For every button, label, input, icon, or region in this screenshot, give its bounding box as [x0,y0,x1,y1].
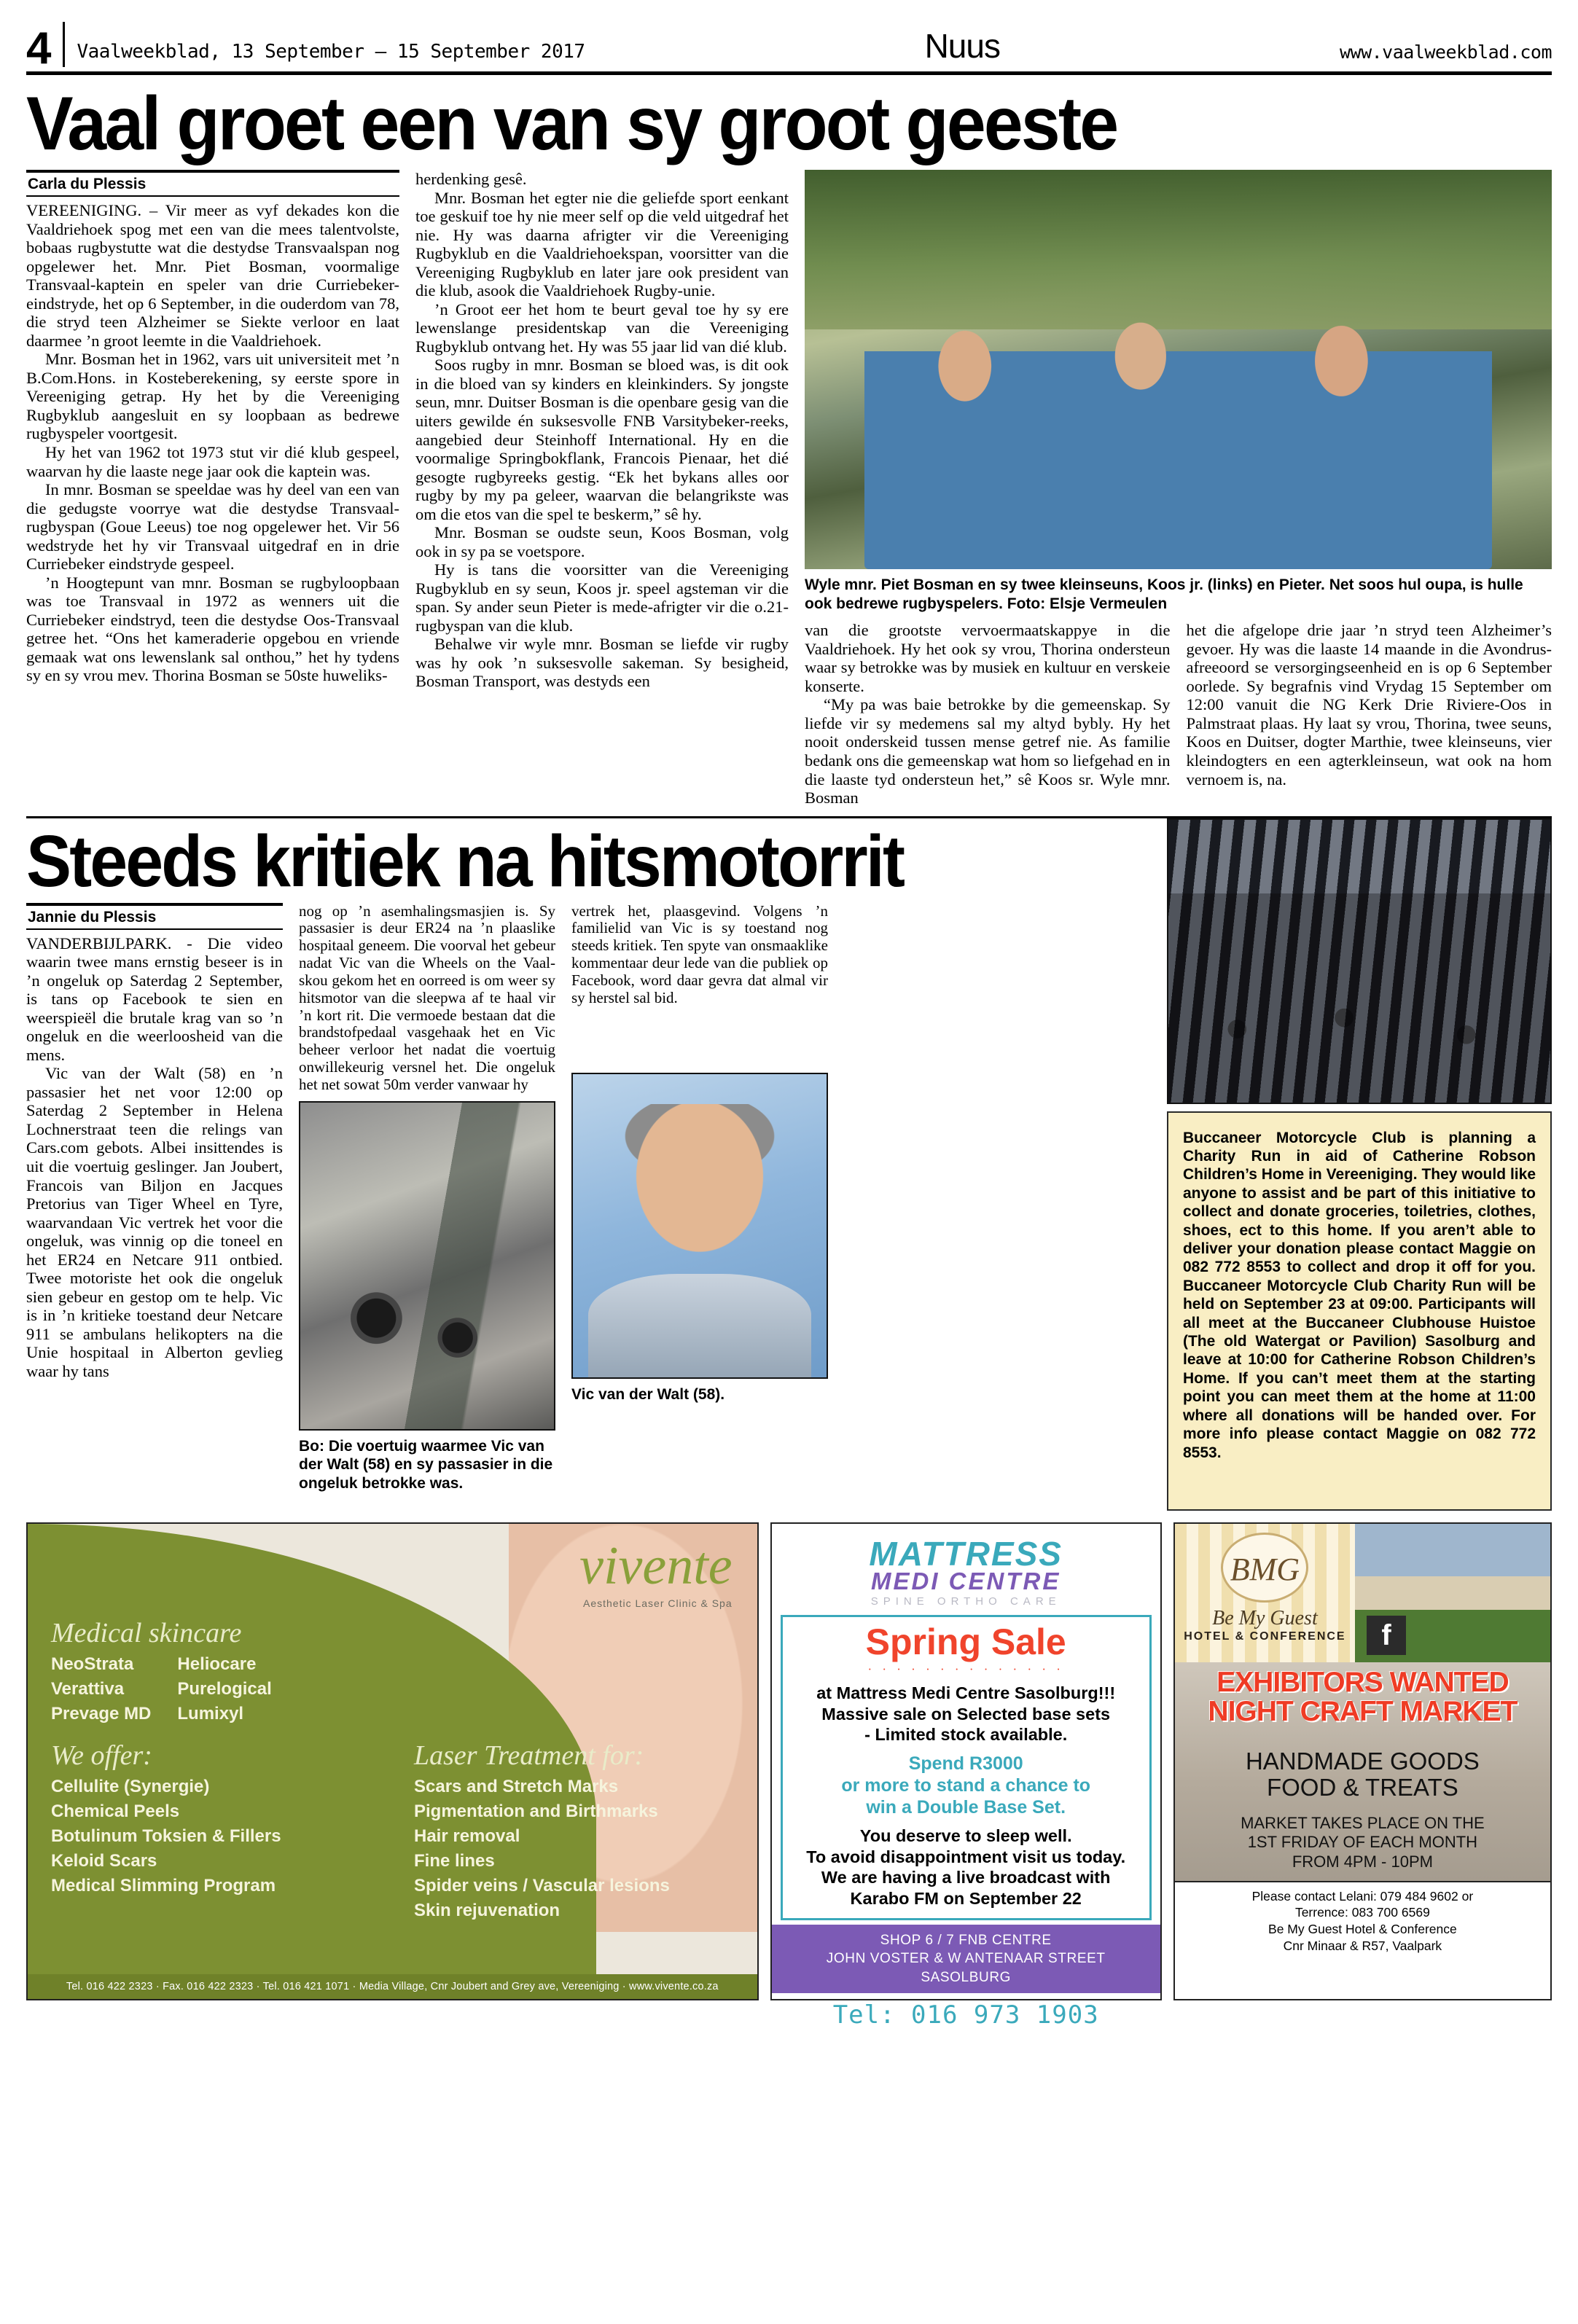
vivente-logo [579,1535,733,1609]
list-item: NeoStrata [51,1654,134,1674]
bmg-contact3: Be My Guest Hotel & Conference [1268,1922,1457,1937]
advertisement-row [26,1522,1552,2030]
article2-main [26,818,1151,1511]
bmg-brand-sub: HOTEL & CONFERENCE [1184,1629,1346,1643]
vivente-brand: vivente [579,1535,733,1596]
mattress-logo-line2: MEDI CENTRE [871,1567,1061,1595]
website-url[interactable]: www.vaalweekblad.com [1339,42,1552,63]
mattress-telephone[interactable]: Tel: 016 973 1903 [832,2000,1099,2030]
article1-column-1 [26,170,399,807]
mattress-address [772,1925,1160,1993]
paragraph: Soos rugby in mnr. Bosman se bloed was, is dit ook in die bloed van sy kinders en kleinkinders. Sy jongste seun, mnr. Duitser Bosman is die openbare gesig van die uiters gewilde én suksesvolle FNB Varsitybeker-reeks, aangebied deur Steinhoff International. Hy en die voormalige Springbokflank, Francois Pienaar, het dié gesogte rugbyreeks gestig. “Ek het bykans alles oor rugby by my pa geleer, waarvan die belangrikste was om die etos van die spel te beskerm,” sê hy. [415,356,789,523]
list-item: Medical Slimming Program [51,1876,276,1896]
list-item: Botulinum Toksien & Fillers [51,1826,281,1846]
bmg-sub2: FOOD & TREATS [1266,1773,1458,1801]
article2 [26,818,1552,1511]
article2-column-1 [26,903,283,1493]
article1-byline [26,170,399,197]
paragraph: Behalwe vir wyle mnr. Bosman se liefde vir rugby was hy ook ’n suksesvolle sakeman. Sy besigheid, Bosman Transport, was destyds een [415,635,789,691]
vivente-brand-sub: Aesthetic Laser Clinic & Spa [582,1597,733,1609]
article1-column-2 [415,170,789,807]
bmg-branding [1175,1524,1355,1662]
bmg-detail1: MARKET TAKES PLACE ON THE [1241,1813,1485,1832]
vivente-offer-list [51,1775,394,1898]
ad-mattress-medi-centre[interactable] [770,1522,1162,2030]
mattress-sale-panel [781,1615,1152,1920]
facebook-icon[interactable]: f [1367,1616,1406,1655]
list-item: Purelogical [177,1678,272,1699]
bmg-contact1: Please contact Lelani: 079 484 9602 or [1251,1888,1474,1904]
ad-vivente[interactable] [26,1522,759,2000]
mattress-dot-divider: · · · · · · · · · · · · · · [867,1662,1064,1677]
bmg-headline2: NIGHT CRAFT MARKET [1208,1696,1518,1728]
vivente-laser-heading: Laser Treatment for: [414,1740,644,1771]
article2-crash-photo [299,1101,555,1431]
bmg-contact2: Terrence: 083 700 6569 [1294,1905,1430,1920]
ad-be-my-guest[interactable] [1173,1522,1552,2000]
list-item: Prevage MD [51,1703,152,1724]
paragraph: het die afgelope drie jaar ’n stryd teen Alzheimer’s gevoer. Hy was die laaste 14 maande in die Avondrus-afreeoord se versorgingseenheid en is op 6 September oorlede. Sy begrafnis vind Vrydag 15 September om 12:00 vanuit die NG Kerk Drie Riviere-Oos in Palmstraat plaas. Hy laat sy vrou, Thorina, twee seuns, Koos en Duitser, dogter Marthie, twee kleinseuns, vier kleindogters en een agterkleinseun, wat ook na hom vernoem is, na. [1186,621,1552,789]
paragraph: Mnr. Bosman het egter nie die geliefde sport eenkant toe geskuif toe hy nie meer self op die veld uitgedraf het nie. Hy was daarna afrigter vir die Vereeniging Rugbyklub en die Vaaldriehoekspan, voorsitter van die Vereeniging Rugbyklub en later jare ook president van die klub, asook die Vaaldriehoek Rugby-unie. [415,188,789,300]
mattress-teal3: win a Double Base Set. [866,1797,1066,1818]
article1-byline-name: Carla du Plessis [26,172,399,197]
list-item: Chemical Peels [51,1801,180,1821]
article1-photo-caption: Wyle mnr. Piet Bosman en sy twee kleinseuns, Koos jr. (links) en Pieter. Net soos hul oupa, is hulle ook bedrewe rugbyspelers. Foto: Elsje Vermeulen [805,576,1523,612]
article2-column-3 [571,903,828,1493]
article1-col1-text [26,201,399,685]
mattress-address1: SHOP 6 / 7 FNB CENTRE [880,1932,1052,1948]
mattress-logo-line3: SPINE ORTHO CARE [870,1595,1061,1608]
notice-text: Buccaneer Motorcycle Club is planning a Charity Run in aid of Catherine Robson Children’s Home in Vereeniging. They would like anyone to assist and be part of this initiative to collect and donate groceries, toiletries, clothes, shoes, ect to this home. If you aren’t able to deliver your donation please contact Maggie on 082 772 8553 to collect and drop it off for you. Buccaneer Motorcycle Club Charity Run will be held on September 23 at 09:00. Participants will all meet at the Buccaneer Clubhouse Huistoe (The old Watergat or Pavilion) Sasolburg and leave at 10:00 for Catherine Robson Children’s Home. If you can’t meet them at the starting point you can meet them at the home at 11:00 where all donations will be handed over. For more info please contact Maggie on 082 772 8553. [1182,1129,1536,1461]
article2-col1-text [26,934,283,1381]
mattress-line3: - Limited stock available. [864,1725,1068,1745]
article2-headline: Steeds kritiek na hitsmotorrit [26,820,904,902]
bmg-headline1: EXHIBITORS WANTED [1216,1666,1509,1698]
paragraph: ’n Groot eer het hom te beurt geval toe hy sy ere lewenslange presidentskap van die Vereeniging Rugbyklub ontvang het. Hy was 55 jaar lid van dié klub. [415,300,789,356]
article1-col4-text [1187,621,1552,807]
bmg-contact[interactable] [1175,1881,1550,1960]
bmg-detail3: FROM 4PM - 10PM [1292,1852,1433,1871]
list-item: Keloid Scars [51,1851,157,1871]
bmg-contact4: Cnr Minaar & R57, Vaalpark [1283,1938,1442,1953]
paragraph: Mnr. Bosman se oudste seun, Koos Bosman, volg ook in sy pa se voetspore. [415,523,789,560]
article2-byline-name: Jannie du Plessis [26,905,283,930]
mattress-line7: Karabo FM on September 22 [850,1889,1082,1909]
paragraph: “My pa was baie betrokke by die gemeenskap. Sy liefde vir sy medemens sal my altyd bybly. Hy het nooit onderskeid tussen mense getref nie. As familie bedank ons die gemeenskap wat hom so liefgehad en in die laaste tyd ondersteun het,” sê Koos sr. Wyle mnr. Bosman [805,695,1171,807]
bmg-monogram: BMG [1221,1533,1308,1603]
bmg-header [1175,1524,1550,1662]
article1-photo [805,170,1552,569]
mattress-logo-line1: MATTRESS [869,1534,1063,1573]
bmg-market-panel [1175,1662,1550,1881]
list-item: Fine lines [414,1851,495,1871]
list-item: Pigmentation and Birthmarks [414,1801,658,1821]
mattress-line5: To avoid disappointment visit us today. [806,1847,1126,1866]
list-item: Heliocare [177,1654,257,1674]
article2-columns [26,903,1151,1493]
bmg-sub1: HANDMADE GOODS [1245,1747,1480,1775]
paragraph: VANDERBIJLPARK. - Die video waarin twee mans ernstig beseer is in ’n ongeluk op Saterdag 2 September, is tans op Facebook te sien en weerspieël die brutale krag van so ’n ongeluk en die weerloosheid van die mens. [26,934,283,1064]
bmg-subheading [1175,1748,1550,1801]
bmg-brand-name: Be My Guest [1212,1606,1318,1629]
bmg-headline [1175,1668,1550,1727]
masthead-rule [26,71,1552,75]
mattress-line4: You deserve to sleep well. [859,1826,1072,1846]
list-item: Spider veins / Vascular lesions [414,1876,670,1896]
list-item: Lumixyl [177,1703,244,1724]
vivente-contact-footer[interactable]: Tel. 016 422 2323 · Fax. 016 422 2323 · Tel. 016 421 1071 · Media Village, Cnr Joubert and Grey ave, Vereeniging · www.vivente.co.za [28,1974,757,1999]
publication-line: Vaalweekblad, 13 September – 15 September 2017 [77,41,585,63]
mattress-line1: at Mattress Medi Centre Sasolburg!!! [816,1683,1116,1703]
motorcycle-club-photo [1167,818,1552,1104]
paragraph: VEREENIGING. – Vir meer as vyf dekades kon die Vaaldriehoek spog met een van die mees talentvolste, bobaas rugbystutte wat die destydse Transvaalspan nog opgelewer het. Mnr. Piet Bosman, voormalige Transvaal-kaptein en speler van drie Curriebeker-eindstryde, het op 6 September, in die ouderdom van 78, die stryd teen Alzheimer se Siekte verloor en laat daarmee ’n groot leemte in die Vaaldriehoek. [26,201,399,350]
mattress-teal1: Spend R3000 [908,1753,1023,1775]
mattress-address2: JOHN VOSTER & W ANTENAAR STREET [826,1951,1106,1967]
vivente-skincare-heading: Medical skincare [51,1617,242,1648]
paragraph: van die grootste vervoermaatskappye in die Vaaldriehoek. Hy het ook sy vrou, Thorina ondersteun waar sy betrokke was by musiek en kultuur en verskeie konserte. [805,621,1171,695]
paragraph: Mnr. Bosman het in 1962, vars uit universiteit met ’n B.Com.Hons. in Kosteberekening, sy eerste spore in Vereeniging getrap. Hy het by die Vereeniging Rugbyklub aangesluit en sy loopbaan as bedrewe rugbyspeler voortgesit. [26,350,399,443]
vivente-skincare-col1 [51,1652,151,1726]
article1-top [26,170,1552,807]
mattress-line6: We are having a live broadcast with [821,1868,1111,1887]
bmg-details [1175,1814,1550,1872]
list-item: Scars and Stretch Marks [414,1776,619,1796]
list-item: Hair removal [414,1826,520,1846]
article2-column-2 [299,903,555,1493]
mattress-teal-block [790,1753,1142,1818]
paragraph: nog op ’n asemhalingsmasjien is. Sy passasier is deur ER24 na ’n plaaslike hospitaal geneem. Die voorval het gebeur nadat Vic van die Wheels on the Vaal-skou gekom het en oorreed is om weer sy hitsmotor van die sleepwa af te haal vir ’n kort rit. Die vermoede bestaan dat die brandstofpedaal vasgehaak het en Vic beheer verloor het nadat die voertuig onwillekeurig versnel het. Die ongeluk het net sowat 50m verder vanwaar hy [299,901,555,1093]
list-item: Cellulite (Synergie) [51,1776,210,1796]
mattress-logo [772,1524,1160,1611]
list-item: Verattiva [51,1678,125,1699]
article1-col3-text [805,621,1171,807]
bmg-detail2: 1ST FRIDAY OF EACH MONTH [1247,1833,1478,1852]
article1-headline: Vaal groet een van sy groot geeste [26,82,1117,166]
paragraph: herdenking gesê. [415,170,527,189]
article1-photo-area [805,170,1552,807]
vivente-offer-heading: We offer: [51,1740,152,1771]
article2-side-column [1167,818,1552,1511]
paragraph: ’n Hoogtepunt van mnr. Bosman se rugbyloopbaan was toe Transvaal in 1972 as wenners uit die Curriebeker eindstryd, teen die destydse Oos-Transvaal getree het. “Ons het kameraderie opgebou en vriende gemaak wat ons lewenslank sal onthou,” het hy tydens sy en sy vrou mev. Thorina Bosman se 50ste huweliks- [26,573,399,685]
mattress-address3: SASOLBURG [921,1969,1012,1985]
page-number: 4 [26,23,52,74]
article2-caption-left: Bo: Die voertuig waarmee Vic van der Walt (58) en sy passasier in die ongeluk betrokke was. [299,1437,553,1492]
paragraph: vertrek het, plaasgevind. Volgens ’n familielid van Vic is sy toestand nog steeds kritiek. Ten spyte van onsmaaklike kommentaar deur lede van die publiek op Facebook, word daar gevra dat almal vir sy herstel sal bid. [571,901,828,1006]
paragraph: Hy het van 1962 tot 1973 stut vir dié klub gespeel, waarvan hy die laaste nege jaar ook die kaptein was. [26,442,399,480]
bmg-hotel-photo [1355,1524,1550,1662]
list-item: Skin rejuvenation [414,1901,560,1921]
mattress-teal2: or more to stand a chance to [841,1775,1091,1796]
vivente-skincare-col2 [177,1652,271,1726]
vivente-laser-list [414,1775,727,1923]
paragraph: In mnr. Bosman se speeldae was hy deel van een van die gedugste voorrye wat die destydse Transvaal-rugbyspan (Goue Leeus) toe nog opgelewer het. Vir 56 wedstryde het hy vir Transvaal uitgedraf en in drie Curriebeker eindstryde gespeel. [26,480,399,574]
section-title: Nuus [924,27,1000,65]
article2-portrait-photo [571,1073,828,1379]
masthead [26,0,1552,74]
article2-col3-text [571,903,828,1007]
article2-col2-text [299,903,555,1094]
article2-caption-right: Vic van der Walt (58). [571,1385,725,1403]
mattress-line2: Massive sale on Selected base sets [821,1704,1111,1724]
paragraph: Hy is tans die voorsitter van die Vereeniging Rugbyklub en sy seun, Koos jr. speel agsteman vir die span. Sy ander seun Pieter is mede-afrigter vir die o.21-rugbyspan van die klub. [415,560,789,635]
mattress-sale-title: Spring Sale [865,1621,1066,1662]
buccaneer-notice-box [1167,1111,1552,1511]
article1-lower-columns [805,621,1552,807]
paragraph: Vic van der Walt (58) en ’n passasier het net voor 12:00 op Saterdag 2 September in Helena Lochnerstraat teen die relings van Cars.com gebots. Albei insittendes is uit die voertuig geslinger. Jan Joubert, Francois van Biljon en Jacques Pretorius van Tiger Wheel en Tyre, waarvandaan Vic vertrek het voor die ongeluk, was vinnig op die toneel en het ER24 en Netcare 911 ontbied. Twee motoriste het ook die ongeluk sien gebeur en gestop om te help. Vic is in ’n kritieke toestand deur Netcare 911 se ambulans helikopters na die Unie hospitaal in Alberton gevlieg waar hy tans [26,1064,283,1380]
article1-col2-text [415,170,789,691]
article2-byline [26,903,283,930]
